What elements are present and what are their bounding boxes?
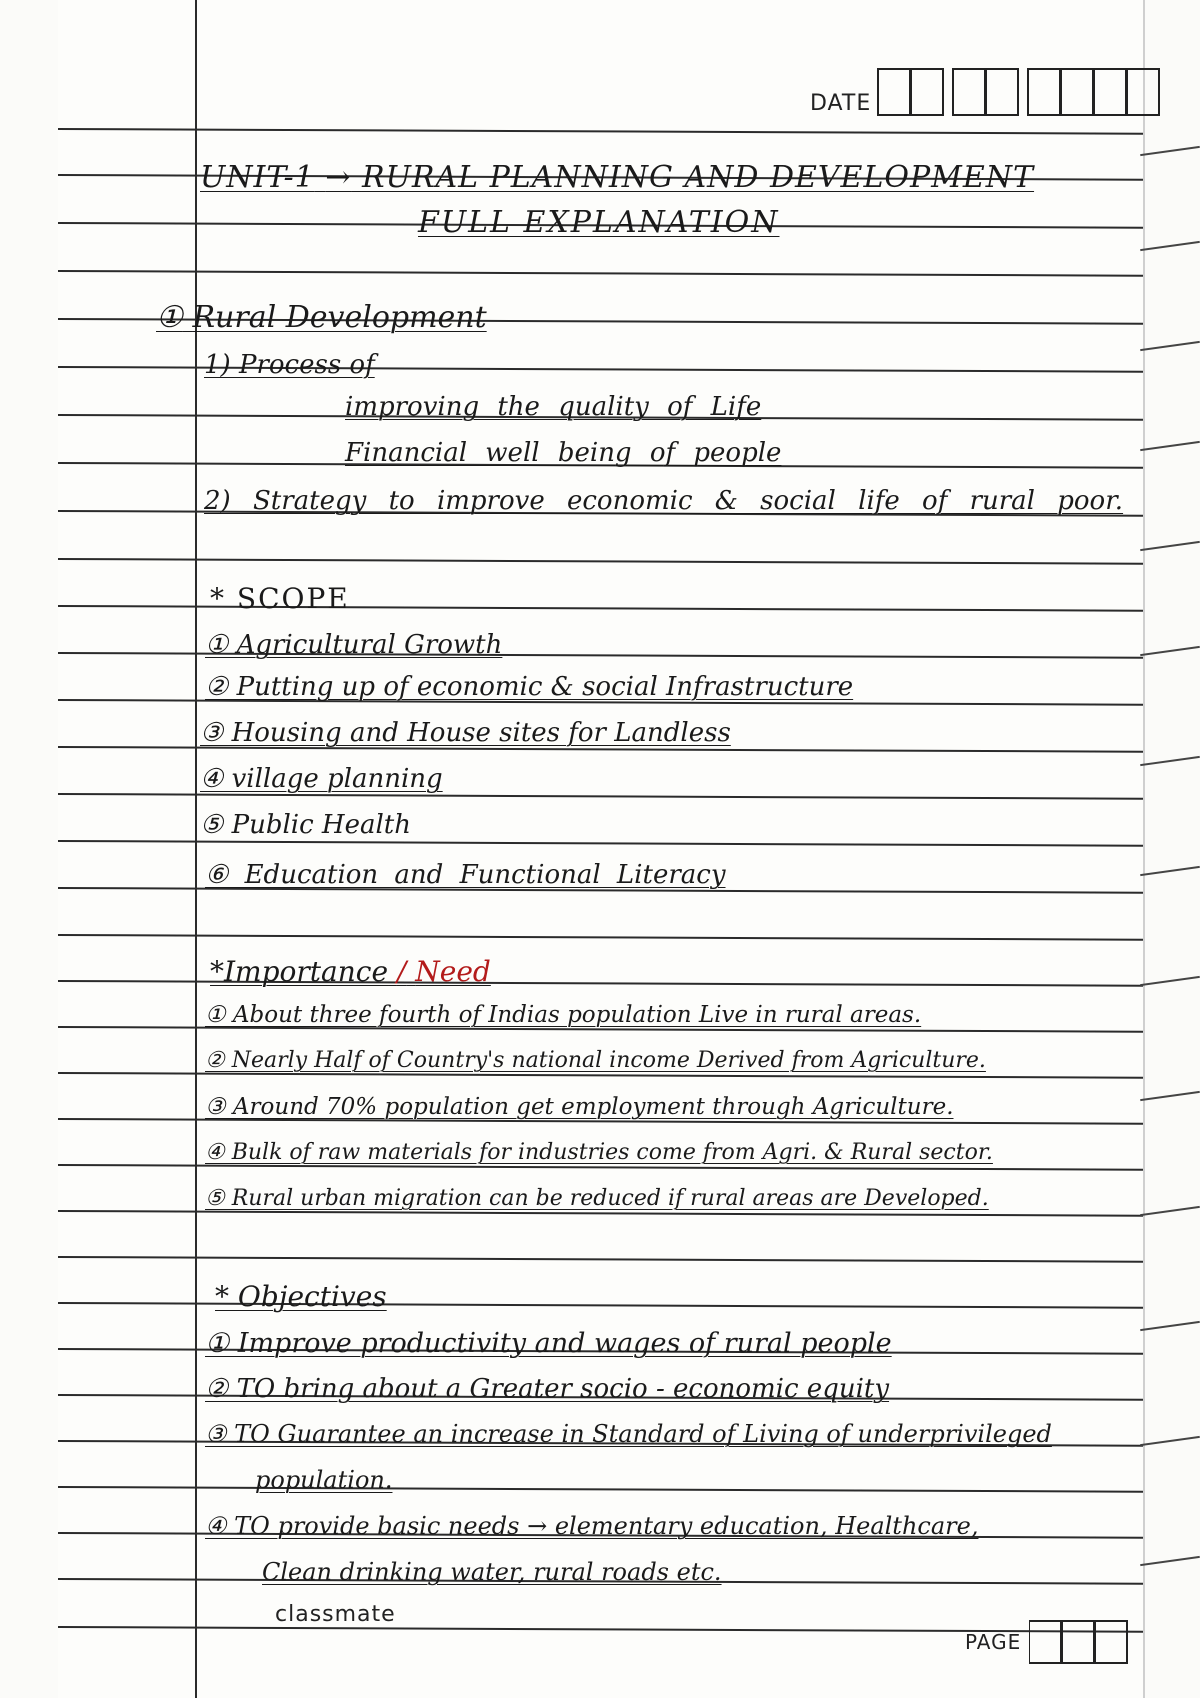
title-line-2: FULL EXPLANATION [418, 205, 780, 240]
arrow-icon: → [325, 160, 352, 195]
date-cell [911, 68, 944, 116]
binding-edge [1140, 1091, 1200, 1101]
page-cell [1095, 1620, 1128, 1664]
title-line-1 [200, 160, 1034, 195]
importance-item: ② Nearly Half of Country's national income Derived from Agriculture. [205, 1048, 986, 1073]
title-subject: RURAL PLANNING AND DEVELOPMENT [361, 160, 1035, 195]
binding-edge [1140, 866, 1200, 876]
margin-line [195, 0, 197, 1698]
rd-point-1-sub-2: Financial well being of people [345, 438, 782, 468]
objectives-item: ④ TO provide basic needs → elementary education, Healthcare, [205, 1512, 979, 1540]
importance-item: ① About three fourth of Indias population Live in rural areas. [205, 1002, 922, 1028]
scope-item: ② Putting up of economic & social Infrastructure [205, 672, 854, 702]
binding-edge [1140, 976, 1200, 986]
unit-label: UNIT-1 [200, 160, 315, 195]
scope-item: ⑥ Education and Functional Literacy [205, 860, 726, 890]
importance-item: ③ Around 70% population get employment through Agriculture. [205, 1094, 954, 1120]
binding-edge [1140, 646, 1200, 656]
binding-edge [1140, 241, 1200, 251]
objectives-item-continued: Clean drinking water, rural roads etc. [262, 1558, 722, 1586]
scope-item: ④ village planning [200, 764, 443, 794]
date-cell [1127, 68, 1160, 116]
date-cell [986, 68, 1019, 116]
binding-edge [1140, 1206, 1200, 1216]
objectives-item-continued: population. [255, 1466, 393, 1494]
page-cell [1029, 1620, 1062, 1664]
date-cell [877, 68, 911, 116]
importance-label: *Importance [210, 955, 389, 988]
scope-item: ③ Housing and House sites for Landless [200, 718, 731, 748]
section-title: Rural Development [192, 300, 487, 335]
binding-edge [1140, 441, 1200, 451]
rd-point-1-label: 1) Process of [204, 350, 375, 380]
section-number: ① [156, 300, 183, 335]
date-cell [1061, 68, 1094, 116]
binding-edge [1140, 1556, 1200, 1566]
date-box [810, 68, 1168, 116]
page-number-box [965, 1620, 1128, 1664]
date-cell [952, 68, 986, 116]
date-month-cells [952, 68, 1019, 116]
importance-heading [210, 955, 491, 988]
importance-item: ④ Bulk of raw materials for industries come from Agri. & Rural sector. [205, 1140, 993, 1165]
page-label: PAGE [965, 1630, 1022, 1654]
scope-item: ⑤ Public Health [200, 810, 411, 840]
binding-edge [1140, 1436, 1200, 1446]
objectives-heading: * Objectives [215, 1280, 387, 1313]
importance-item: ⑤ Rural urban migration can be reduced if rural areas are Developed. [205, 1186, 989, 1211]
page-cell [1062, 1620, 1095, 1664]
rd-point-2: 2) Strategy to improve economic & social life of rural poor. [204, 486, 1124, 516]
date-year-cells [1027, 68, 1160, 116]
date-cell [1094, 68, 1127, 116]
date-cell [1027, 68, 1061, 116]
date-label: DATE [810, 91, 872, 116]
binding-edge [1140, 1321, 1200, 1331]
binding-edge [1140, 756, 1200, 766]
rd-point-1-sub-1: improving the quality of Life [345, 392, 762, 422]
need-label: Need [415, 955, 491, 988]
scope-item: ① Agricultural Growth [205, 630, 503, 660]
objectives-item: ③ TO Guarantee an increase in Standard of Living of underprivileged [205, 1420, 1052, 1448]
binding-edge [1140, 341, 1200, 351]
date-day-cells [877, 68, 944, 116]
binding-edge [1140, 146, 1200, 156]
notebook-brand: classmate [275, 1602, 396, 1627]
scope-heading: * SCOPE [210, 582, 350, 615]
binding-edge [1140, 541, 1200, 551]
section-rural-development-heading [156, 300, 487, 335]
objectives-item: ① Improve productivity and wages of rural people [205, 1328, 892, 1359]
heading-separator: / [396, 955, 407, 988]
objectives-item: ② TO bring about a Greater socio - economic equity [205, 1374, 890, 1404]
